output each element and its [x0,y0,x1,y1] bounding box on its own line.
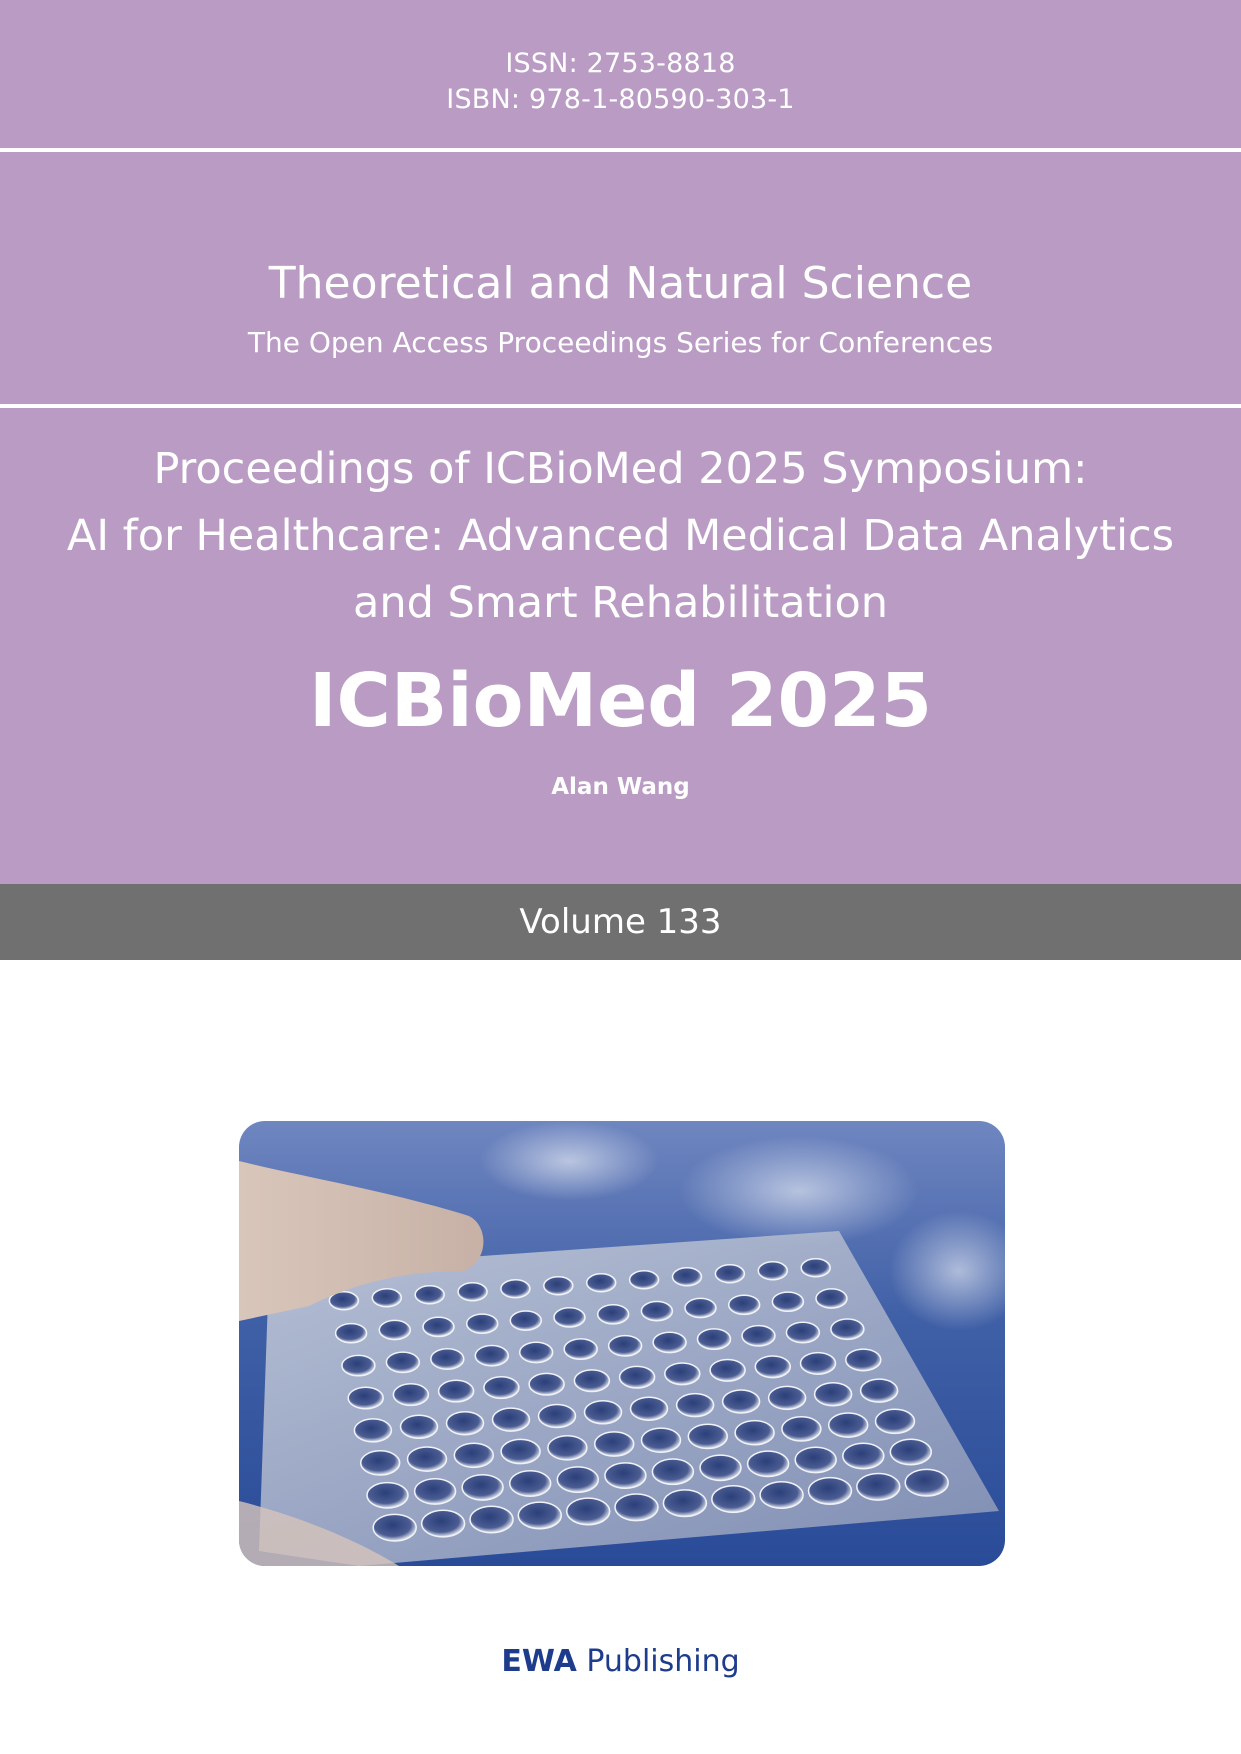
plate-well [758,1262,787,1280]
plate-well [393,1384,428,1406]
plate-well [700,1455,741,1480]
plate-well [467,1314,498,1333]
plate-well [336,1324,367,1343]
plate-well [876,1409,915,1433]
plate-well [348,1387,383,1409]
plate-well [829,1413,868,1437]
plate-well [557,1467,598,1492]
plate-well [564,1339,597,1359]
plate-well [386,1352,419,1372]
plate-well [544,1277,573,1295]
plate-well [415,1286,444,1304]
plate-well [423,1317,454,1336]
plate-well [475,1346,508,1366]
plate-well [510,1471,551,1496]
plate-well [641,1302,672,1321]
plate-well [401,1415,438,1438]
microplate-illustration [239,1121,1005,1566]
plate-well [663,1490,706,1517]
plate-well [890,1439,931,1464]
plate-well [587,1274,616,1292]
plate-well [795,1447,836,1472]
plate-well [620,1366,655,1388]
plate-well [454,1443,493,1467]
plate-well [723,1390,760,1413]
plate-well [698,1329,731,1349]
plate-well [605,1463,646,1488]
plate-well [529,1373,564,1395]
middle-divider [0,404,1241,408]
top-divider [0,148,1241,152]
plate-well [501,1439,540,1463]
plate-well [510,1311,541,1330]
plate-well [769,1386,806,1409]
plate-well [342,1355,375,1375]
plate-well [652,1459,693,1484]
plate-well [677,1394,714,1417]
plate-well [742,1326,775,1346]
plate-well [372,1289,401,1307]
plate-well [710,1360,745,1382]
plate-well [539,1405,576,1428]
plate-well [715,1265,744,1283]
plate-well [846,1349,881,1371]
publisher-word: Publishing [586,1644,740,1679]
plate-well [905,1469,948,1496]
series-title: Theoretical and Natural Science [268,258,973,309]
plate-well [801,1259,830,1277]
microplate-photo [239,1121,1005,1566]
bokeh-light [889,1211,1005,1331]
plate-well [501,1280,530,1298]
plate-well [520,1342,553,1362]
plate-well [470,1506,513,1533]
plate-well [379,1320,410,1339]
isbn-text: ISBN: 978-1-80590-303-1 [446,84,795,115]
plate-well [484,1377,519,1399]
plate-well [595,1432,634,1456]
plate-well [574,1370,609,1392]
plate-well [782,1417,821,1441]
plate-well [373,1514,416,1541]
plate-well [755,1356,790,1378]
plate-well [615,1494,658,1521]
plate-well [609,1336,642,1356]
plate-well [760,1482,803,1509]
plate-well [801,1353,836,1375]
plate-well [712,1486,755,1513]
issn-text: ISSN: 2753-8818 [505,48,736,79]
publisher-brand: EWA [501,1644,577,1679]
bokeh-light [479,1121,659,1201]
series-subtitle: The Open Access Proceedings Series for Conferences [247,326,994,359]
plate-well [786,1322,819,1342]
plate-well [554,1308,585,1327]
plate-well [748,1451,789,1476]
plate-well [585,1401,622,1424]
plate-well [431,1349,464,1369]
plate-well [408,1447,447,1471]
plate-well [815,1383,852,1406]
conference-name: ICBioMed 2025 [309,658,932,744]
bokeh-light [679,1136,919,1246]
plate-well [861,1379,898,1402]
plate-well [831,1319,864,1339]
publisher-logo [0,1644,1241,1679]
plate-well [631,1397,668,1420]
plate-well [548,1436,587,1460]
plate-well [772,1292,803,1311]
plate-well [567,1498,610,1525]
plate-well [857,1474,900,1501]
plate-well [665,1363,700,1385]
plate-well [493,1408,530,1431]
plate-well [439,1380,474,1402]
volume-label: Volume 133 [519,902,722,942]
plate-well [735,1421,774,1445]
plate-well [816,1289,847,1308]
proceedings-title-line-3: and Smart Rehabilitation [352,578,889,628]
proceedings-title-line-1: Proceedings of ICBioMed 2025 Symposium: [153,444,1088,494]
plate-well [688,1424,727,1448]
plate-well [642,1428,681,1452]
plate-well [729,1295,760,1314]
plate-well [518,1502,561,1529]
proceedings-title-line-2: AI for Healthcare: Advanced Medical Data Analytics [66,511,1175,561]
plate-well [354,1419,391,1442]
plate-well [447,1412,484,1435]
plate-well [422,1510,465,1537]
plate-well [809,1478,852,1505]
plate-well [462,1475,503,1500]
plate-well [653,1332,686,1352]
plate-well [367,1483,408,1508]
plate-well [361,1451,400,1475]
plate-well [415,1479,456,1504]
plate-well [843,1443,884,1468]
plate-well [630,1271,659,1289]
plate-well [685,1298,716,1317]
plate-well [598,1305,629,1324]
plate-well [673,1268,702,1286]
plate-well [458,1283,487,1301]
editor-name: Alan Wang [551,774,690,800]
